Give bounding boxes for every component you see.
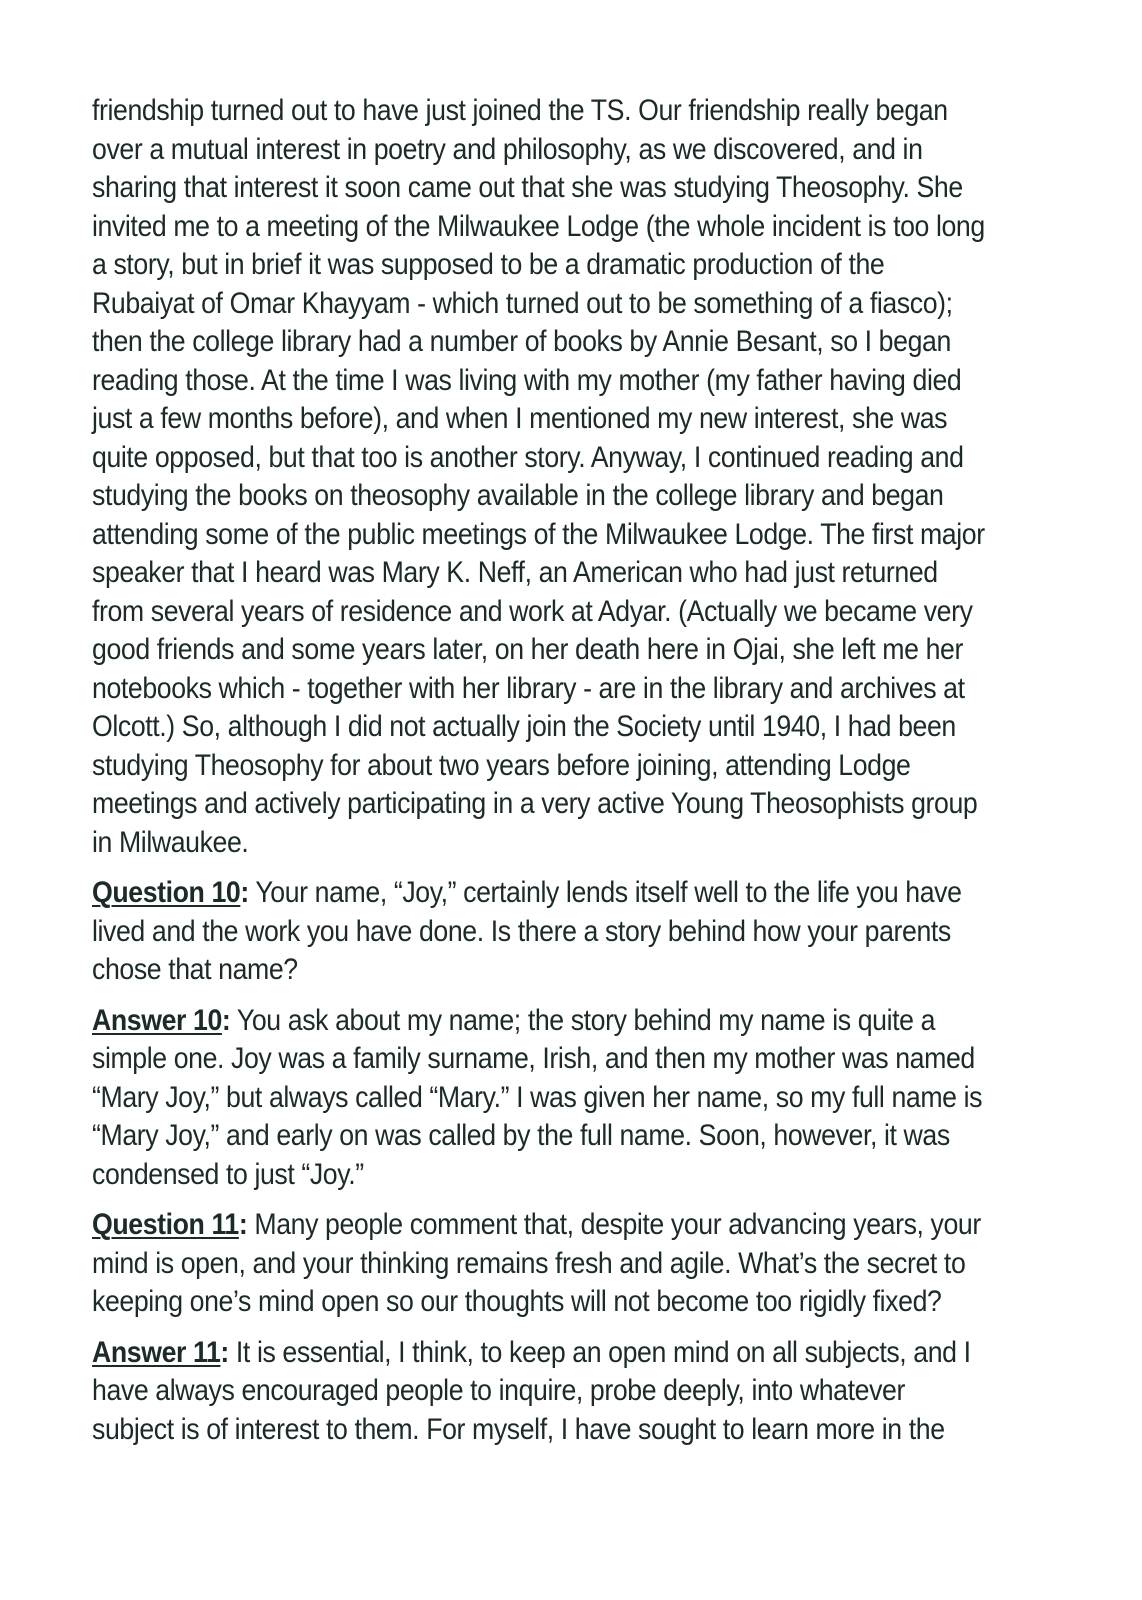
answer-10-text: You ask about my name; the story behind my name is quite a simple one. Joy was a family surname, Irish, and then my mother was named “Mary Joy,” but always called “Mary.” I was given her name, so my full name is “Mary Joy,” and early on was called by the full name. Soon, however, it was condensed to just “Joy.” [92,1003,983,1191]
answer-11-label [92,1336,229,1369]
question-11-text: Many people comment that, despite your advancing years, your mind is open, and your thinking remains fresh and agile. What’s the secret to keeping one’s mind open so our thoughts will not become too rigidly fixed? [92,1208,981,1318]
answer-10-label [92,1004,230,1037]
answer-10-paragraph [92,1002,1042,1195]
answer-11-label-text: Answer 11 [92,1335,221,1369]
question-10-label-text: Question 10 [92,876,241,909]
question-11-paragraph [92,1206,1042,1322]
question-10-colon: : [240,876,249,909]
question-10-paragraph [92,874,1042,990]
question-10-label [92,876,249,909]
answer-11-text: It is essential, I think, to keep an open mind on all subjects, and I have always encouraged people to inquire, probe deeply, into whatever subject is of interest to them. For myself, I have sought to learn more in the [92,1335,971,1446]
answer-11-paragraph [92,1334,1042,1450]
question-10-text: Your name, “Joy,” certainly lends itself well to the life you have lived and the work you have done. Is there a story behind how your parents chose that name? [92,876,962,986]
question-11-colon: : [238,1208,248,1241]
question-11-label-text: Question 11 [92,1208,239,1241]
answer-11-colon: : [220,1335,229,1369]
document-page [92,92,1042,1461]
answer-10-colon: : [221,1003,231,1037]
intro-paragraph: friendship turned out to have just joined the TS. Our friendship really began over a mutual interest in poetry and philosophy, as we discovered, and in sharing that interest it soon came out that she was studying Theosophy. She invited me to a meeting of the Milwaukee Lodge (the whole incident is too long a story, but in brief it was supposed to be a dramatic production of the Rubaiyat of Omar Khayyam - which turned out to be something of a fiasco); then the college library had a number of books by Annie Besant, so I began reading those. At the time I was living with my mother (my father having died just a few months before), and when I mentioned my new interest, she was quite opposed, but that too is another story. Anyway, I continued reading and studying the books on theosophy available in the college library and began attending some of the public meetings of the Milwaukee Lodge. The first major speaker that I heard was Mary K. Neff, an American who had just returned from several years of residence and work at Adyar. (Actually we became very good friends and some years later, on her death here in Ojai, she left me her notebooks which - together with her library - are in the library and archives at Olcott.) So, although I did not actually join the Society until 1940, I had been studying Theosophy for about two years before joining, attending Lodge meetings and actively participating in a very active Young Theosophists group in Milwaukee. [92,94,985,859]
question-11-label [92,1208,247,1241]
answer-10-label-text: Answer 10 [92,1003,222,1037]
